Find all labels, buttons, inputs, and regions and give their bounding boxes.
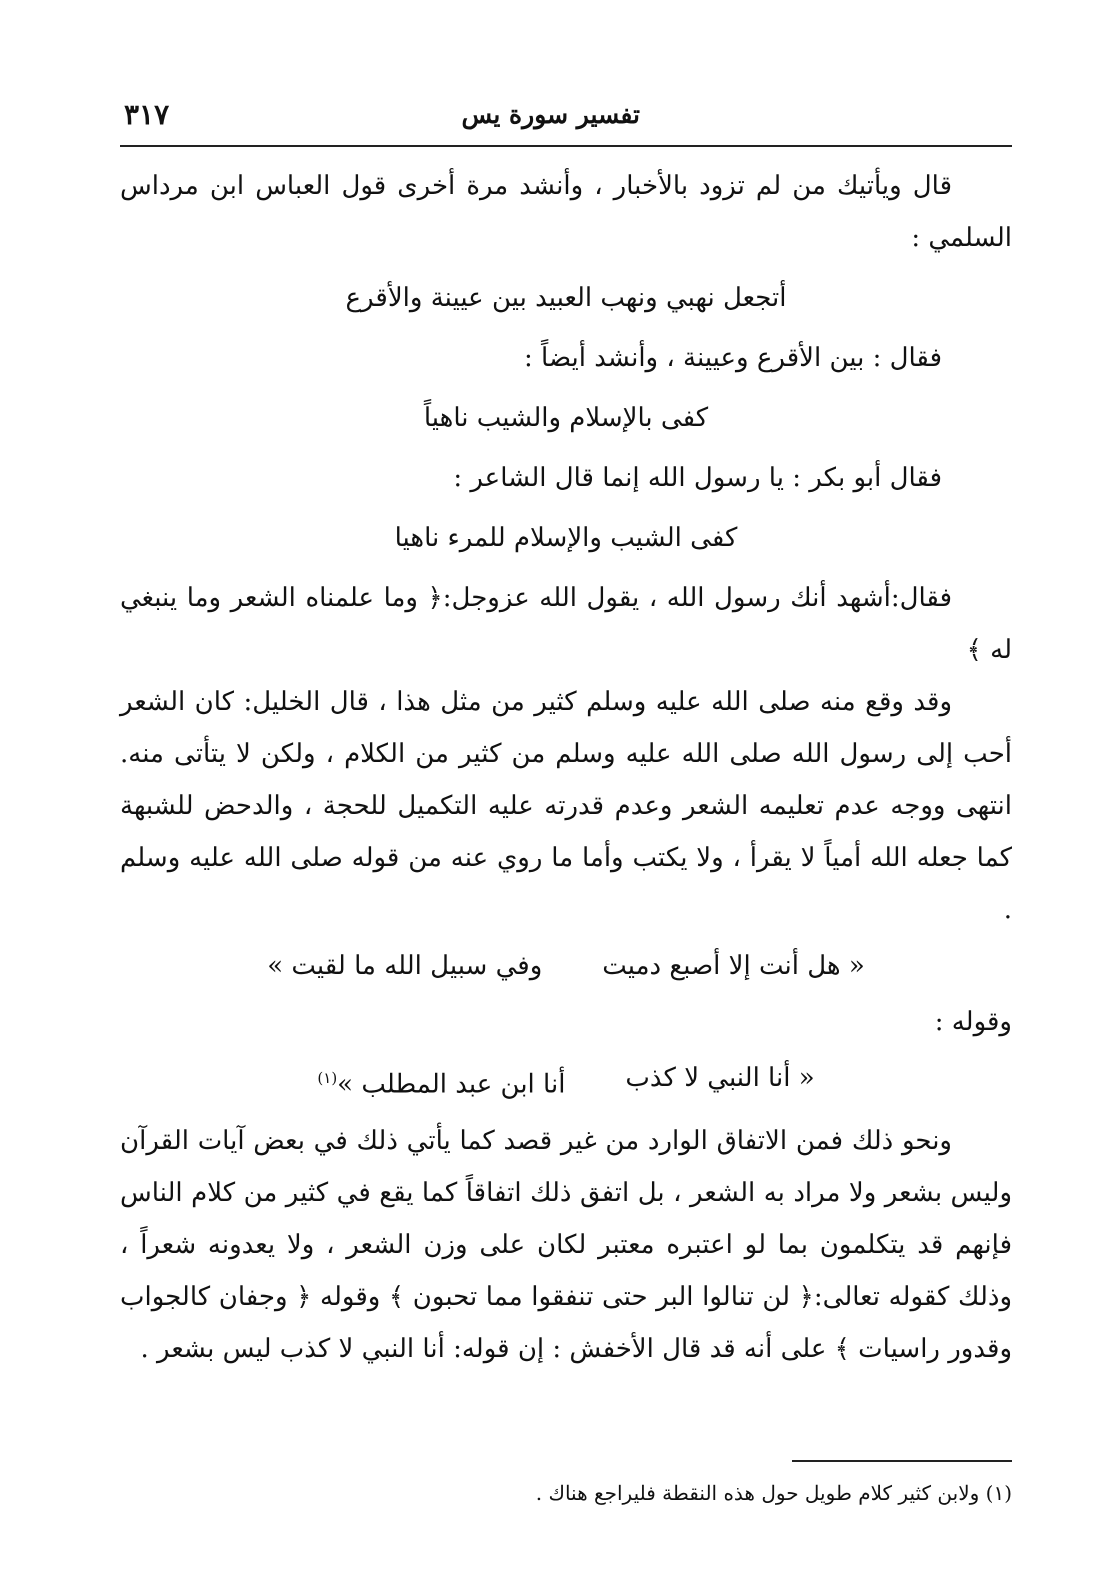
paragraph-1: قال ويأتيك من لم تزود بالأخبار ، وأنشد مرة أخرى قول العباس ابن مرداس السلمي : <box>120 171 1012 253</box>
verse-4-second-hemistich: وفي سبيل الله ما لقيت » <box>267 951 543 981</box>
verse-2: كفى بالإسلام والشيب ناهياً <box>423 403 709 433</box>
line-6: وقوله : <box>934 1007 1012 1037</box>
footnote: (١) ولابن كثير كلام طويل حول هذه النقطة فليراجع هناك . <box>535 1481 1012 1505</box>
paragraph-7: ونحو ذلك فمن الاتفاق الوارد من غير قصد كما يأتي ذلك في بعض آيات القرآن وليس بشعر ولا مراد به الشعر ، بل اتفق ذلك اتفاقاً كما يقع في كثير من كلام الناس فإنهم قد يتكلمون بما لو اعتبره معتبر لكان على وزن الشعر ، ولا يعدونه شعراً ، وذلك كقوله تعالى:﴿ لن تنالوا البر حتى تنفقوا مما تحبون ﴾ وقوله ﴿ وجفان كالجواب وقدور راسيات ﴾ على أنه قد قال الأخفش : إن قوله: أنا النبي لا كذب ليس بشعر . <box>120 1125 1012 1364</box>
verse-1: أتجعل نهبي ونهب العبيد بين عيينة والأقرع <box>345 283 787 313</box>
page-number: ٣١٧ <box>124 98 170 131</box>
line-2: فقال : بين الأقرع وعيينة ، وأنشد أيضاً : <box>524 343 942 373</box>
main-text <box>120 160 1012 1375</box>
paragraph-5: وقد وقع منه صلى الله عليه وسلم كثير من مثل هذا ، قال الخليل: كان الشعر أحب إلى رسول الله صلى الله عليه وسلم من كثير من الكلام ، ولكن لا يتأتى منه. انتهى ووجه عدم تعليمه الشعر وعدم قدرته عليه التكميل للحجة ، والدحض للشبهة كما جعله الله أمياً لا يقرأ ، ولا يكتب وأما ما روي عنه من قوله صلى الله عليه وسلم . <box>120 687 1012 925</box>
verse-5-second-hemistich-wrapper <box>317 1052 565 1111</box>
running-header <box>120 96 1012 146</box>
verse-3: كفى الشيب والإسلام للمرء ناهيا <box>394 523 738 553</box>
footnote-rule <box>792 1460 1012 1462</box>
page-header-title: تفسير سورة يس <box>461 100 640 129</box>
verse-4 <box>120 940 1012 992</box>
header-rule <box>120 145 1012 147</box>
verse-5-second-hemistich: أنا ابن عبد المطلب » <box>337 1069 566 1100</box>
line-3: فقال أبو بكر : يا رسول الله إنما قال الشاعر : <box>453 463 942 493</box>
verse-5 <box>120 1052 1012 1111</box>
footnote-marker: (١) <box>317 1069 338 1087</box>
paragraph-4: فقال:أشهد أنك رسول الله ، يقول الله عزوجل:﴿ وما علمناه الشعر وما ينبغي له ﴾ <box>120 583 1012 665</box>
verse-4-first-hemistich: « هل أنت إلا أصبع دميت <box>602 951 865 981</box>
verse-5-first-hemistich: « أنا النبي لا كذب <box>625 1063 815 1093</box>
